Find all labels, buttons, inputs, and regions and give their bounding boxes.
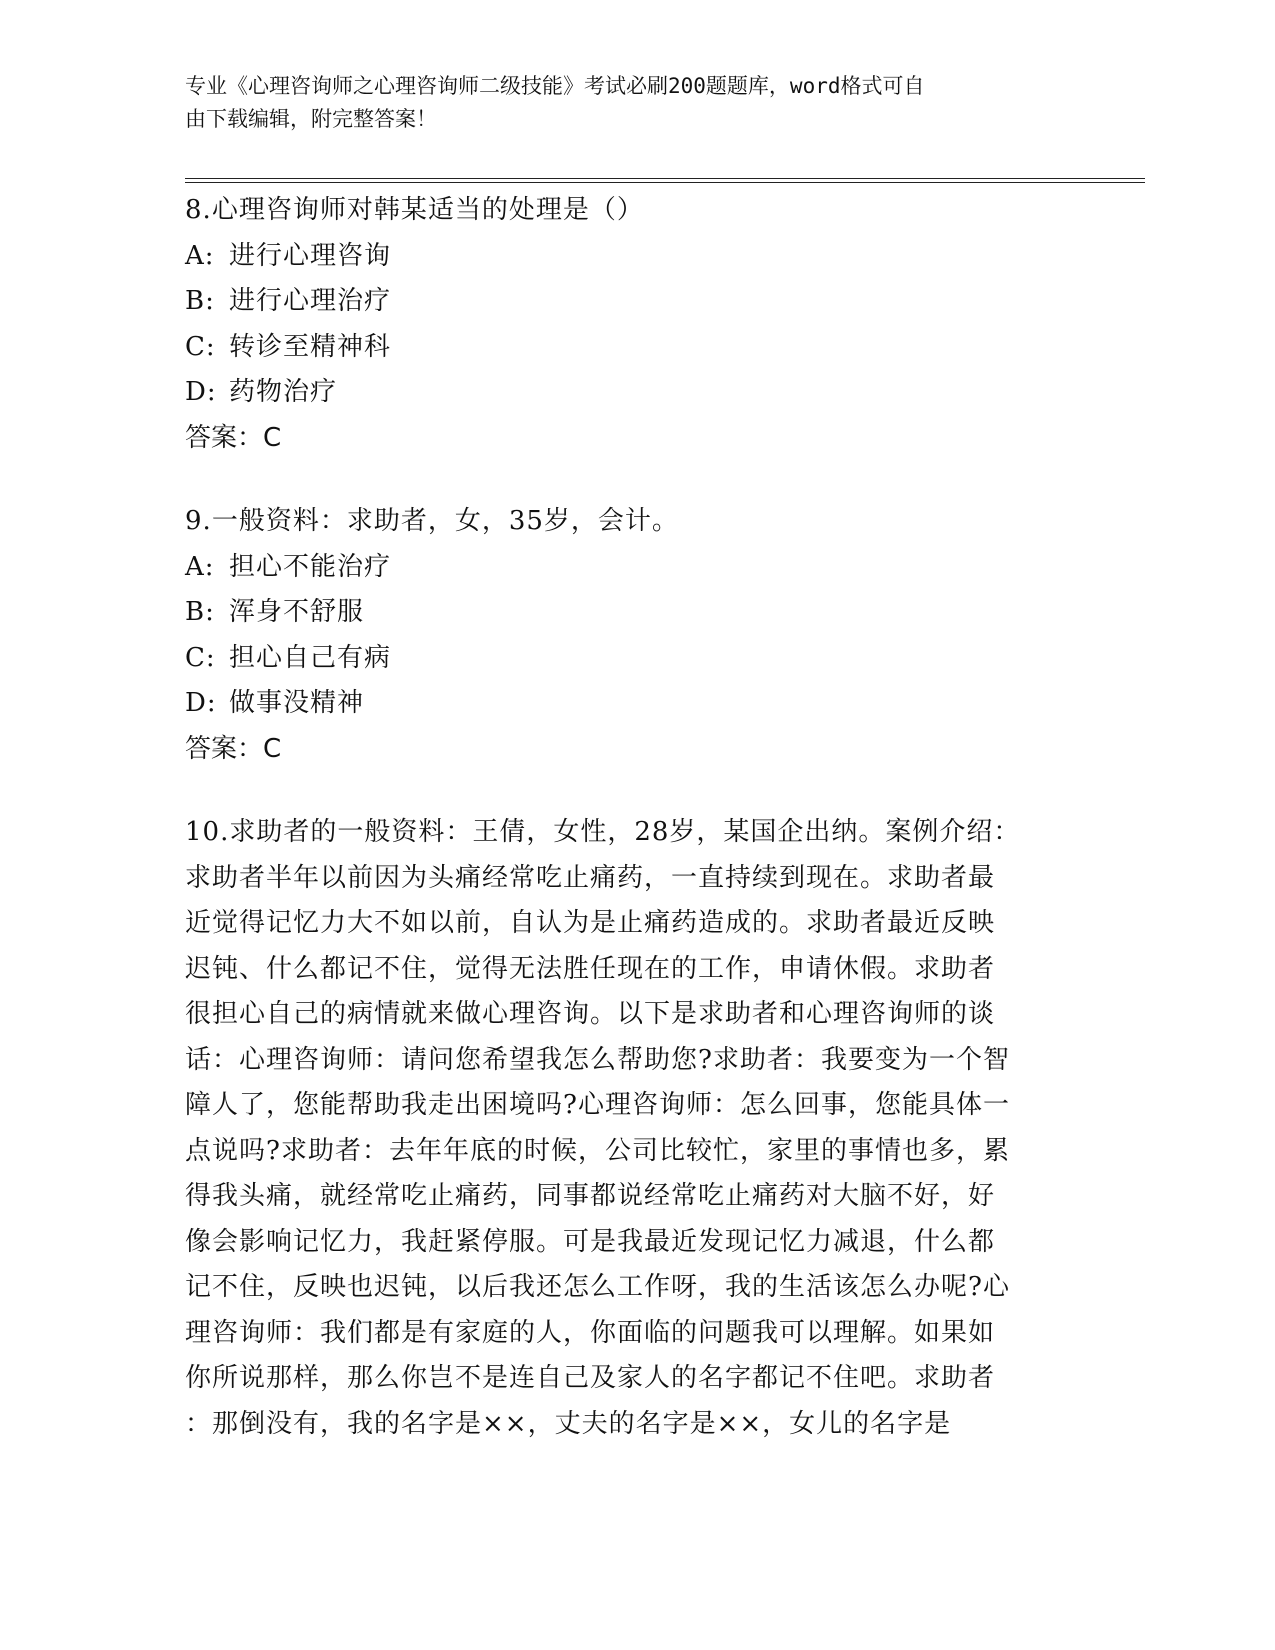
document-header — [185, 70, 1065, 136]
option-text: 药物治疗 — [229, 377, 338, 407]
option-text: 转诊至精神科 — [229, 331, 392, 362]
option-b — [185, 590, 1065, 636]
question-text: 一般资料：求助者，女，35岁，会计。 — [211, 506, 679, 536]
option-key: A: — [185, 240, 215, 271]
option-key: B: — [185, 286, 215, 316]
option-text: 浑身不舒服 — [229, 597, 365, 627]
option-b — [185, 279, 1065, 325]
question-paragraph-line: 像会影响记忆力，我赶紧停服。可是我最近发现记忆力减退，什么都 — [185, 1226, 996, 1257]
question-paragraph-line: 得我头痛，就经常吃止痛药，同事都说经常吃止痛药对大脑不好，好 — [185, 1181, 996, 1211]
question-paragraph-line: 很担心自己的病情就来做心理咨询。以下是求助者和心理咨询师的谈 — [185, 999, 996, 1029]
question-paragraph-line: 障人了，您能帮助我走出困境吗?心理咨询师：怎么回事，您能具体一 — [185, 1090, 1010, 1120]
question-9 — [185, 499, 1065, 772]
question-paragraph-line: 点说吗?求助者：去年年底的时候，公司比较忙，家里的事情也多，累 — [185, 1135, 1010, 1166]
option-key: A: — [185, 551, 215, 582]
option-text: 担心不能治疗 — [229, 551, 392, 582]
answer-line: 答案：C — [185, 733, 282, 764]
option-d — [185, 681, 1065, 727]
question-paragraph-line: 求助者半年以前因为头痛经常吃止痛药，一直持续到现在。求助者最 — [185, 862, 996, 893]
option-key: C: — [185, 642, 216, 673]
option-text: 进行心理治疗 — [229, 286, 392, 316]
option-text: 进行心理咨询 — [229, 240, 392, 271]
option-a — [185, 545, 1065, 591]
header-divider — [185, 178, 1145, 183]
option-key: C: — [185, 331, 216, 362]
question-paragraph-line: 你所说那样，那么你岂不是连自己及家人的名字都记不住吧。求助者 — [185, 1363, 996, 1393]
question-paragraph-line: 理咨询师：我们都是有家庭的人，你面临的问题我可以理解。如果如 — [185, 1317, 996, 1348]
header-title-line-2: 由下载编辑，附完整答案！ — [185, 107, 437, 131]
option-key: B: — [185, 597, 215, 627]
option-key: D: — [185, 377, 217, 407]
option-text: 做事没精神 — [229, 688, 365, 718]
option-d — [185, 370, 1065, 416]
header-title-line-1: 专业《心理咨询师之心理咨询师二级技能》考试必刷200题题库，word格式可自 — [185, 74, 925, 98]
question-text: 心理咨询师对韩某适当的处理是（） — [211, 195, 644, 225]
option-c — [185, 325, 1065, 371]
question-stem — [185, 188, 1065, 234]
answer-line: 答案：C — [185, 422, 282, 453]
document-page — [185, 0, 1145, 1650]
question-stem — [185, 499, 1065, 545]
question-8 — [185, 188, 1065, 461]
question-number: 9. — [185, 506, 212, 536]
option-text: 担心自己有病 — [229, 642, 392, 673]
option-a — [185, 234, 1065, 280]
option-c — [185, 636, 1065, 682]
question-number: 8. — [185, 195, 212, 225]
option-key: D: — [185, 688, 217, 718]
question-paragraph-line: 话：心理咨询师：请问您希望我怎么帮助您?求助者：我要变为一个智 — [185, 1044, 1010, 1075]
question-paragraph-line: 10.求助者的一般资料：王倩，女性，28岁，某国企出纳。案例介绍： — [185, 817, 1021, 847]
question-paragraph-line: 近觉得记忆力大不如以前，自认为是止痛药造成的。求助者最近反映 — [185, 908, 996, 938]
question-paragraph-line: ：那倒没有，我的名字是××，丈夫的名字是××，女儿的名字是 — [185, 1408, 952, 1439]
question-10 — [185, 810, 1065, 1447]
question-paragraph-line: 迟钝、什么都记不住，觉得无法胜任现在的工作，申请休假。求助者 — [185, 953, 996, 984]
question-paragraph-line: 记不住，反映也迟钝，以后我还怎么工作呀，我的生活该怎么办呢?心 — [185, 1272, 1010, 1302]
question-list — [185, 188, 1065, 1485]
